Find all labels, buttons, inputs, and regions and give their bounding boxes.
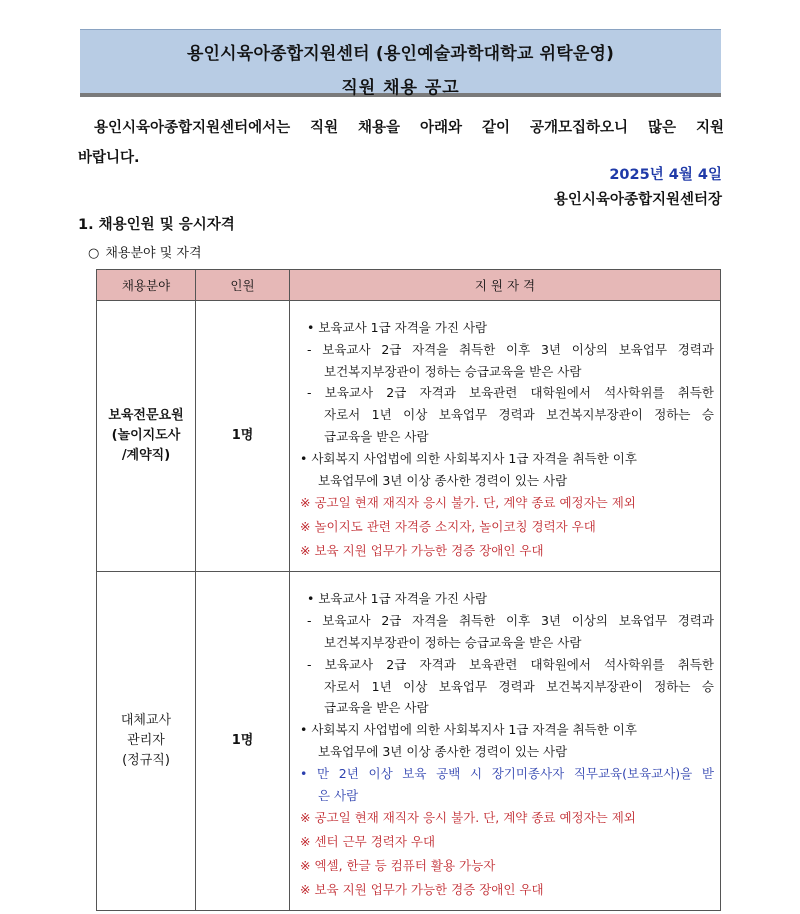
qualification-line: 자로서 1년 이상 보육업무 경력과 보건복지부장관이 정하는 승 bbox=[324, 678, 714, 694]
qualification-line: - 보육교사 2급 자격을 취득한 이후 3년 이상의 보육업무 경력과 bbox=[307, 341, 714, 357]
section-title: 1. 채용인원 및 응시자격 bbox=[78, 217, 235, 233]
qualification-line: 은 사람 bbox=[318, 787, 359, 803]
qualification-list bbox=[300, 588, 714, 902]
document-subtitle: 직원 채용 공고 bbox=[341, 78, 460, 98]
qualification-line: 급교육을 받은 사람 bbox=[324, 428, 429, 444]
qualification-line: 보건복지부장관이 정하는 승급교육을 받은 사람 bbox=[324, 634, 582, 650]
category-line: /계약직) bbox=[121, 448, 171, 464]
count-cell: 1명 bbox=[196, 572, 290, 911]
header-count: 인원 bbox=[196, 270, 290, 301]
note-line: ※ 공고일 현재 재직자 응시 불가. 단, 계약 종료 예정자는 제외 bbox=[300, 495, 636, 511]
qualification-line: • 보육교사 1급 자격을 가진 사람 bbox=[307, 320, 488, 335]
intro-line-2: 바랍니다. bbox=[78, 150, 140, 166]
title-banner bbox=[80, 29, 721, 97]
header-qualification: 지 원 자 격 bbox=[290, 270, 721, 301]
note-line: ※ 엑셀, 한글 등 컴퓨터 활용 가능자 bbox=[300, 858, 496, 874]
count-cell: 1명 bbox=[196, 301, 290, 572]
circle-bullet: ○ bbox=[88, 246, 100, 261]
qualification-line: 급교육을 받은 사람 bbox=[324, 700, 429, 716]
qualification-line: - 보육교사 2급 자격을 취득한 이후 3년 이상의 보육업무 경력과 bbox=[307, 613, 714, 629]
table-row bbox=[97, 301, 721, 572]
note-line: ※ 보육 지원 업무가 가능한 경증 장애인 우대 bbox=[300, 543, 544, 559]
qualification-cell bbox=[290, 301, 721, 572]
note-line: ※ 보육 지원 업무가 가능한 경증 장애인 우대 bbox=[300, 882, 544, 898]
qualification-line: - 보육교사 2급 자격과 보육관련 대학원에서 석사학위를 취득한 bbox=[307, 385, 714, 401]
qualification-cell bbox=[290, 572, 721, 911]
category-cell bbox=[97, 572, 196, 911]
announcement-date: 2025년 4월 4일 bbox=[609, 167, 722, 183]
intro-line-1: 용인시육아종합지원센터에서는 직원 채용을 아래와 같이 공개모집하오니 많은 지원 bbox=[94, 120, 724, 136]
category-line: 관리자 bbox=[127, 733, 165, 749]
subsection-title bbox=[88, 242, 202, 261]
qualification-line: 보육업무에 3년 이상 종사한 경력이 있는 사람 bbox=[318, 472, 568, 488]
qualification-line: • 만 2년 이상 보육 공백 시 장기미종사자 직무교육(보육교사)을 받 bbox=[300, 765, 714, 781]
qualification-line: - 보육교사 2급 자격과 보육관련 대학원에서 석사학위를 취득한 bbox=[307, 656, 714, 672]
note-line: ※ 공고일 현재 재직자 응시 불가. 단, 계약 종료 예정자는 제외 bbox=[300, 810, 636, 826]
note-line: ※ 센터 근무 경력자 우대 bbox=[300, 834, 436, 850]
recruitment-table bbox=[96, 269, 721, 911]
table-row bbox=[97, 572, 721, 911]
qualification-line: 보육업무에 3년 이상 종사한 경력이 있는 사람 bbox=[318, 743, 568, 759]
qualification-line: • 사회복지 사업법에 의한 사회복지사 1급 자격을 취득한 이후 bbox=[300, 450, 637, 466]
note-line: ※ 놀이지도 관련 자격증 소지자, 놀이코칭 경력자 우대 bbox=[300, 519, 596, 535]
category-line: (정규직) bbox=[122, 753, 170, 769]
category-line: 대체교사 bbox=[120, 713, 172, 729]
header-category: 채용분야 bbox=[97, 270, 196, 301]
category-cell bbox=[97, 301, 196, 572]
table-header-row bbox=[97, 270, 721, 301]
subsection-label: 채용분야 및 자격 bbox=[105, 246, 202, 261]
signer: 용인시육아종합지원센터장 bbox=[553, 192, 722, 208]
category-line: (놀이지도사 bbox=[111, 428, 181, 444]
qualification-list bbox=[300, 317, 714, 563]
qualification-line: 자로서 1년 이상 보육업무 경력과 보건복지부장관이 정하는 승 bbox=[324, 407, 714, 423]
qualification-line: 보건복지부장관이 정하는 승급교육을 받은 사람 bbox=[324, 363, 582, 379]
qualification-line: • 보육교사 1급 자격을 가진 사람 bbox=[307, 591, 488, 607]
category-line: 보육전문요원 bbox=[108, 408, 184, 424]
document-title: 용인시육아종합지원센터 (용인예술과학대학교 위탁운영) bbox=[186, 44, 615, 64]
qualification-line: • 사회복지 사업법에 의한 사회복지사 1급 자격을 취득한 이후 bbox=[300, 722, 637, 738]
